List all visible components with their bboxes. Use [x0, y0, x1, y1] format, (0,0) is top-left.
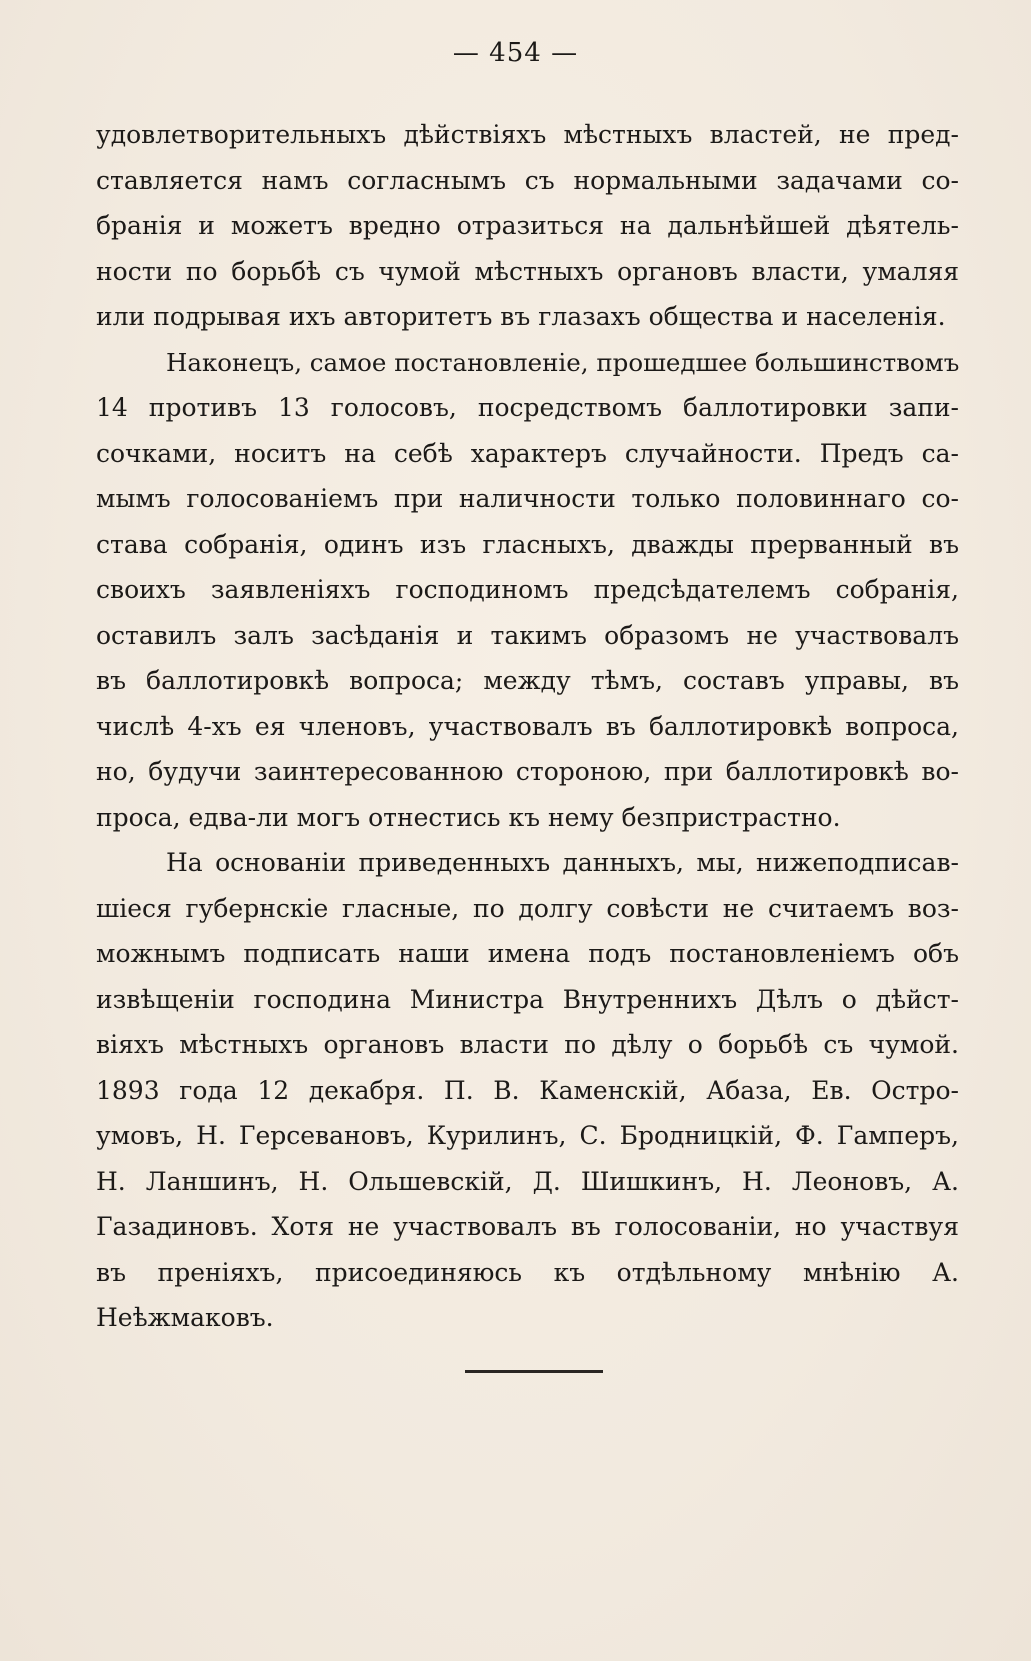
text-line: въ преніяхъ, присоединяюсь къ отдѣльному мнѣнію А.: [96, 1257, 959, 1287]
text-line: или подрывая ихъ авторитетъ въ глазахъ общества и населенія.: [96, 302, 946, 331]
text-line: Н. Ланшинъ, Н. Ольшевскій, Д. Шишкинъ, Н. Леоновъ, А.: [96, 1166, 959, 1196]
text-line: ставляется намъ согласнымъ съ нормальными задачами со-: [96, 165, 959, 195]
text-line: оставилъ залъ засѣданія и такимъ образомъ не участвовалъ: [96, 620, 959, 650]
text-line: шіеся губернскіе гласные, по долгу совѣсти не считаемъ воз-: [96, 893, 959, 923]
text-line: но, будучи заинтересованною стороною, при баллотировкѣ во-: [96, 757, 959, 786]
text-line: мымъ голосованіемъ при наличности только половиннаго со-: [96, 484, 959, 513]
text-line: можнымъ подписать наши имена подъ постановленіемъ объ: [96, 939, 959, 968]
text-line: Неѣжмаковъ.: [96, 1303, 274, 1332]
body-text: [96, 112, 959, 1341]
text-line: Наконецъ, самое постановленіе, прошедшее большинствомъ: [166, 347, 959, 377]
text-line: числѣ 4-хъ ея членовъ, участвовалъ въ баллотировкѣ вопроса,: [96, 711, 959, 741]
page-number: — 454 —: [452, 38, 579, 68]
text-line: На основаніи приведенныхъ данныхъ, мы, нижеподписав-: [166, 848, 959, 877]
text-line: въ баллотировкѣ вопроса; между тѣмъ, составъ управы, въ: [96, 666, 959, 695]
text-line: 1893 года 12 декабря. П. В. Каменскій, Абаза, Ев. Остро-: [96, 1075, 959, 1105]
text-line: сочками, носитъ на себѣ характеръ случайности. Предъ са-: [96, 438, 959, 468]
text-line: 14 противъ 13 голосовъ, посредствомъ баллотировки запи-: [96, 393, 959, 422]
end-rule: [465, 1370, 603, 1373]
text-line: Газадиновъ. Хотя не участвовалъ въ голосованіи, но участвуя: [96, 1212, 959, 1241]
text-line: віяхъ мѣстныхъ органовъ власти по дѣлу о борьбѣ съ чумой.: [96, 1030, 959, 1059]
text-line: проса, едва-ли могъ отнестись къ нему безпристрастно.: [96, 802, 841, 832]
text-line: извѣщеніи господина Министра Внутреннихъ Дѣлъ о дѣйст-: [96, 984, 959, 1014]
text-line: удовлетворительныхъ дѣйствіяхъ мѣстныхъ властей, не пред-: [96, 120, 959, 149]
text-line: умовъ, Н. Герсевановъ, Курилинъ, С. Бродницкій, Ф. Гамперъ,: [96, 1121, 959, 1150]
text-line: своихъ заявленіяхъ господиномъ предсѣдателемъ собранія,: [96, 575, 959, 604]
text-line: бранія и можетъ вредно отразиться на дальнѣйшей дѣятель-: [96, 211, 959, 240]
text-line: ности по борьбѣ съ чумой мѣстныхъ органовъ власти, умаляя: [96, 256, 959, 286]
text-line: става собранія, одинъ изъ гласныхъ, дважды прерванный въ: [96, 529, 959, 559]
